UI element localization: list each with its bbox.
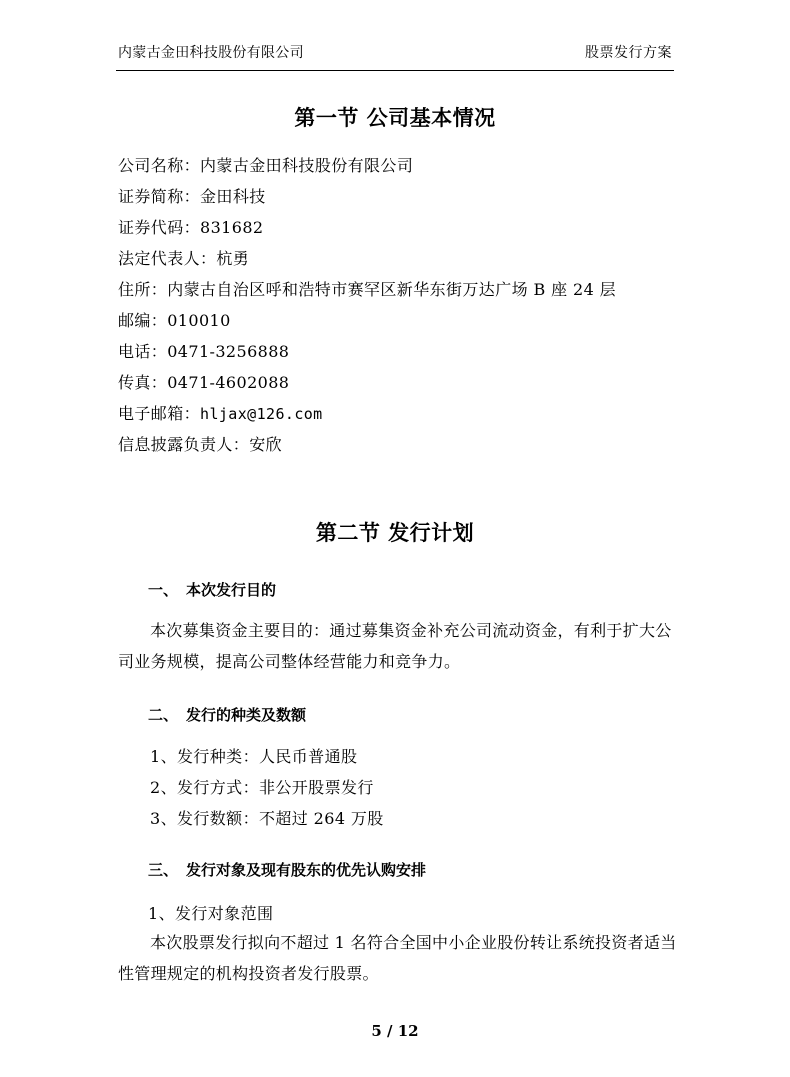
list-item-issue-amount: 3、发行数额：不超过 264 万股 (150, 809, 384, 828)
field-short-name (118, 184, 266, 207)
field-value: 杭勇 (216, 249, 250, 268)
subsection-title: 发行对象及现有股东的优先认购安排 (186, 861, 427, 879)
field-label: 传真： (118, 373, 168, 392)
field-label: 公司名称： (118, 156, 201, 175)
field-disclosure-officer (118, 432, 282, 455)
investor-scope-paragraph: 本次股票发行拟向不超过 1 名符合全国中小企业股份转让系统投资者适当性管理规定的机构投资者发行股票。 (118, 933, 677, 983)
investor-scope-subheading: 1、发行对象范围 (148, 904, 274, 923)
field-label: 住所： (118, 280, 168, 299)
field-value: 内蒙古自治区呼和浩特市赛罕区新华东街万达广场 B 座 24 层 (167, 280, 617, 299)
field-company-name (118, 153, 413, 176)
field-label: 邮编： (118, 311, 168, 330)
field-value: 安欣 (249, 435, 283, 454)
field-value: 内蒙古金田科技股份有限公司 (200, 156, 414, 175)
field-label: 电话： (118, 342, 168, 361)
field-label: 证券简称： (118, 187, 201, 206)
field-legal-representative (118, 246, 249, 269)
field-label: 电子邮箱： (118, 404, 201, 423)
field-email (118, 401, 323, 424)
subsection-number: 一、 (148, 581, 179, 599)
field-label: 信息披露负责人： (118, 435, 250, 454)
section-1-title: 第一节 公司基本情况 (294, 106, 496, 130)
field-value: 0471-4602088 (167, 373, 290, 392)
field-label: 法定代表人： (118, 249, 217, 268)
subsection-1-heading (148, 579, 276, 600)
subsection-title: 本次发行目的 (186, 581, 277, 599)
subsection-number: 三、 (148, 861, 179, 879)
header-document-type: 股票发行方案 (585, 45, 672, 61)
field-phone (118, 339, 289, 362)
subsection-title: 发行的种类及数额 (186, 706, 307, 724)
header-company-name: 内蒙古金田科技股份有限公司 (118, 45, 304, 61)
issuance-purpose-paragraph: 本次募集资金主要目的：通过募集资金补充公司流动资金，有利于扩大公司业务规模，提高公司整体经营能力和竞争力。 (118, 621, 672, 671)
list-item-issue-type: 1、发行种类：人民币普通股 (150, 747, 358, 766)
field-label: 证券代码： (118, 218, 201, 237)
field-address (118, 277, 616, 300)
section-2-title: 第二节 发行计划 (315, 521, 475, 545)
page-number: 5 / 12 (371, 1022, 419, 1040)
field-value: 831682 (200, 218, 264, 237)
subsection-2-heading (148, 704, 306, 725)
list-item-issue-method: 2、发行方式：非公开股票发行 (150, 778, 374, 797)
field-stock-code (118, 215, 264, 238)
field-value: hljax@126.com (200, 405, 323, 423)
subsection-number: 二、 (148, 706, 179, 724)
field-postcode (118, 308, 231, 331)
field-value: 0471-3256888 (167, 342, 290, 361)
field-value: 金田科技 (200, 187, 266, 206)
field-fax (118, 370, 289, 393)
subsection-3-heading (148, 859, 426, 880)
header-divider (116, 70, 674, 71)
field-value: 010010 (167, 311, 231, 330)
